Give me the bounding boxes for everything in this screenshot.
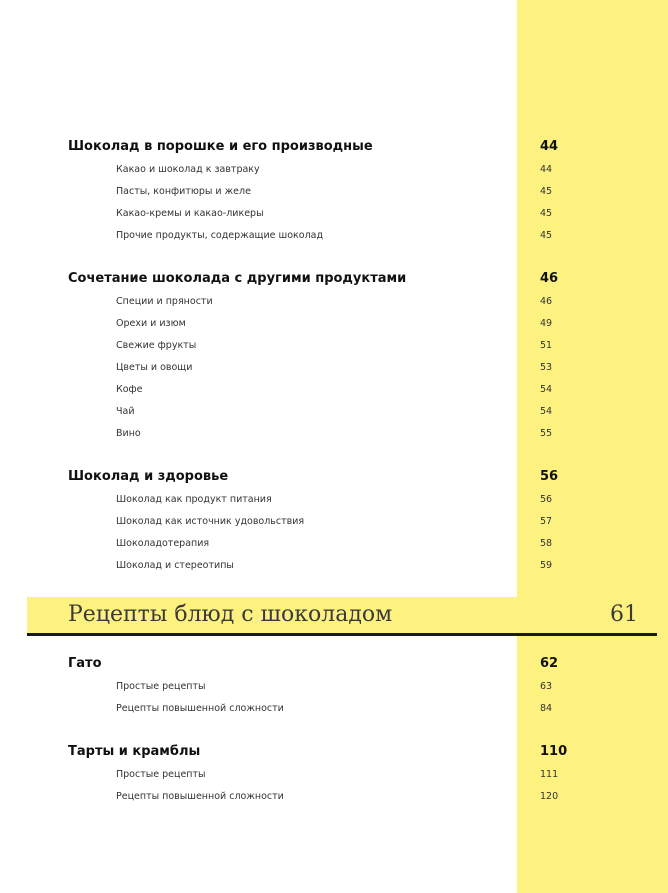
toc-section-page: 46 <box>540 271 559 286</box>
toc-item-label[interactable]: Пасты, конфитюры и желе <box>116 186 251 197</box>
toc-item-page: 84 <box>540 703 553 714</box>
toc-item-page: 111 <box>540 769 559 780</box>
toc-item-page: 56 <box>540 494 553 505</box>
toc-section-title[interactable]: Шоколад и здоровье <box>68 469 229 484</box>
toc-section-page: 110 <box>540 744 568 759</box>
chapter-page-number: 61 <box>610 602 638 627</box>
toc-section-title[interactable]: Гато <box>68 656 102 671</box>
toc-item-page: 54 <box>540 406 553 417</box>
toc-item-label[interactable]: Специи и пряности <box>116 296 213 307</box>
toc-item-label[interactable]: Шоколадотерапия <box>116 538 210 549</box>
toc-item-label[interactable]: Какао и шоколад к завтраку <box>116 164 260 175</box>
toc-item-page: 120 <box>540 791 559 802</box>
toc-item-label[interactable]: Простые рецепты <box>116 769 206 780</box>
toc-item-label[interactable]: Рецепты повышенной сложности <box>116 703 284 714</box>
toc-item-page: 55 <box>540 428 553 439</box>
toc-section-title[interactable]: Шоколад в порошке и его производные <box>68 139 373 154</box>
toc-item-label[interactable]: Прочие продукты, содержащие шоколад <box>116 230 324 241</box>
toc-item-label[interactable]: Вино <box>116 428 141 439</box>
toc-section-title[interactable]: Сочетание шоколада с другими продуктами <box>68 271 407 286</box>
toc-section-page: 44 <box>540 139 559 154</box>
toc-item-page: 49 <box>540 318 553 329</box>
chapter-title[interactable]: Рецепты блюд с шоколадом <box>68 602 393 627</box>
toc-item-page: 63 <box>540 681 553 692</box>
chapter-underline <box>27 633 657 636</box>
toc-item-page: 44 <box>540 164 553 175</box>
toc-item-page: 53 <box>540 362 553 373</box>
toc-item-label[interactable]: Какао-кремы и какао-ликеры <box>116 208 264 219</box>
toc-item-label[interactable]: Чай <box>116 406 135 417</box>
toc-item-label[interactable]: Шоколад и стереотипы <box>116 560 234 571</box>
toc-item-page: 45 <box>540 186 553 197</box>
toc-item-label[interactable]: Кофе <box>116 384 143 395</box>
toc-item-page: 59 <box>540 560 553 571</box>
toc-item-label[interactable]: Простые рецепты <box>116 681 206 692</box>
toc-item-label[interactable]: Шоколад как источник удовольствия <box>116 516 305 527</box>
toc-item-page: 54 <box>540 384 553 395</box>
toc-item-page: 51 <box>540 340 553 351</box>
toc-section-page: 62 <box>540 656 559 671</box>
yellow-margin-column <box>517 0 668 893</box>
toc-item-label[interactable]: Цветы и овощи <box>116 362 193 373</box>
toc-item-page: 45 <box>540 208 553 219</box>
toc-item-label[interactable]: Орехи и изюм <box>116 318 186 329</box>
toc-item-label[interactable]: Свежие фрукты <box>116 340 197 351</box>
toc-item-page: 45 <box>540 230 553 241</box>
toc-item-page: 57 <box>540 516 553 527</box>
toc-item-page: 58 <box>540 538 553 549</box>
toc-item-page: 46 <box>540 296 553 307</box>
toc-section-title[interactable]: Тарты и крамблы <box>68 744 201 759</box>
toc-item-label[interactable]: Шоколад как продукт питания <box>116 494 272 505</box>
toc-item-label[interactable]: Рецепты повышенной сложности <box>116 791 284 802</box>
toc-section-page: 56 <box>540 469 559 484</box>
